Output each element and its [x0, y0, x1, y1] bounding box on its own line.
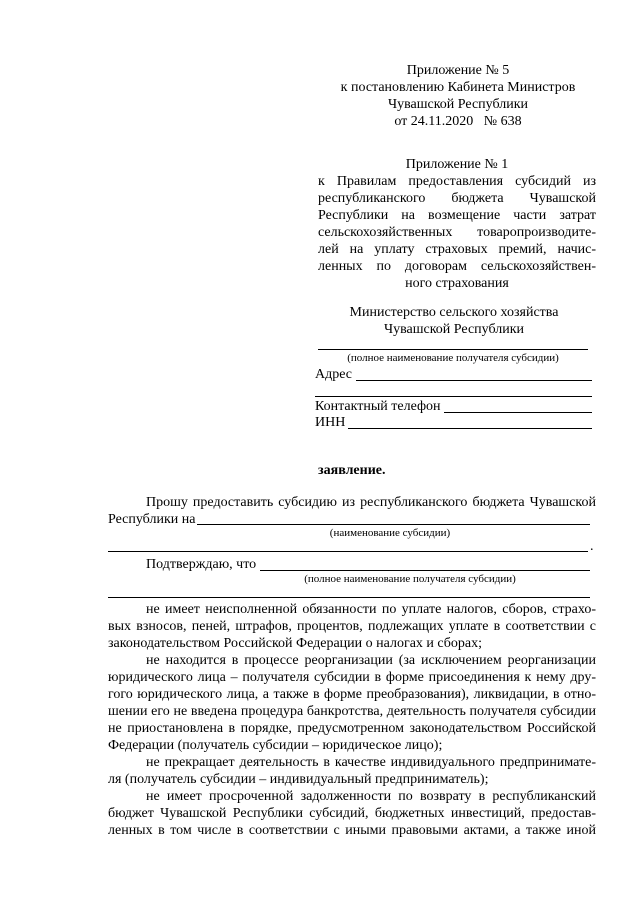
subsidy-name-hint: (наименование субсидии)	[329, 527, 451, 539]
confirm-prefix: Подтверждаю, что	[146, 557, 257, 572]
appendix1-line: республиканского бюджета Чувашской	[318, 191, 596, 206]
appendix5-block	[318, 62, 598, 130]
appendix1-line: ленных по договорам сельскохозяйствен-	[318, 259, 596, 274]
item-line: вых взносов, пеней, штрафов, процентов, подлежащих уплате в соответствии с	[108, 619, 596, 634]
condition-item-2	[108, 652, 596, 754]
item-line: юридического лица – получателя субсидии в форме присоединения к нему дру-	[108, 670, 596, 685]
phone-label: Контактный телефон	[315, 399, 441, 414]
addressee-block	[318, 304, 590, 338]
item-line: шении его не введена процедура банкротства, деятельность получателя субсидии	[108, 704, 596, 719]
confirm-recipient-line-2[interactable]	[108, 597, 590, 598]
address-field-line-2[interactable]	[315, 396, 592, 397]
address-label: Адрес	[315, 367, 353, 382]
phone-field-line[interactable]	[444, 412, 592, 413]
appendix1-line: Республики на возмещение части затрат	[318, 208, 596, 223]
item-line: бюджет Чувашской Республики субсидий, бюджетных инвестиций, предостав-	[108, 806, 596, 821]
subsidy-name-line[interactable]	[197, 524, 590, 525]
item-line: не имеет неисполненной обязанности по уплате налогов, сборов, страхо-	[146, 602, 596, 617]
recipient-name-line[interactable]	[318, 349, 588, 350]
appendix1-block	[318, 156, 596, 292]
request-line2-prefix: Республики на	[108, 512, 196, 527]
address-field-line[interactable]	[356, 380, 592, 381]
item-line: Федерации (получатель субсидии – юридическое лицо);	[108, 738, 443, 753]
statement-heading: заявление.	[318, 463, 386, 478]
item-line: гого юридического лица, а также в форме преобразования), ликвидации, в отно-	[108, 687, 596, 702]
item-line: не приостановлена в порядке, предусмотренном законодательством Российской	[108, 721, 596, 736]
item-line: не находится в процессе реорганизации (за исключением реорганизации	[146, 653, 596, 668]
appendix1-line: сельскохозяйственных товаропроизводите-	[318, 225, 596, 240]
recipient-name-hint: (полное наименование получателя субсидии)	[347, 352, 559, 364]
condition-item-4	[108, 788, 596, 839]
appendix1-title: Приложение № 1	[405, 157, 509, 172]
item-line: законодательством Российской Федерации о налогах и сборах;	[108, 636, 483, 651]
appendix5-line3: от 24.11.2020 № 638	[394, 114, 522, 129]
confirm-recipient-line[interactable]	[260, 570, 590, 571]
addressee-line2: Чувашской Республики	[383, 322, 525, 337]
appendix5-line2: Чувашской Республики	[387, 97, 529, 112]
subsidy-name-line-2[interactable]	[108, 551, 588, 552]
item-line: не имеет просроченной задолженности по возврату в республиканский	[146, 789, 596, 804]
condition-item-3	[108, 754, 596, 788]
request-end-dot: .	[590, 539, 594, 554]
appendix1-line: к Правилам предоставления субсидий из	[318, 174, 596, 189]
appendix5-title: Приложение № 5	[406, 63, 510, 78]
confirm-recipient-hint: (полное наименование получателя субсидии)	[304, 573, 516, 585]
addressee-line1: Министерство сельского хозяйства	[349, 305, 559, 320]
appendix1-line: ного страхования	[405, 276, 509, 291]
item-line: ленных в том числе в соответствии с иными правовыми актами, а также иной	[108, 823, 596, 838]
inn-label: ИНН	[315, 415, 346, 430]
appendix1-line: лей на уплату страховых премий, начис-	[318, 242, 596, 257]
item-line: не прекращает деятельность в качестве индивидуального предпринимате-	[146, 755, 596, 770]
appendix5-line1: к постановлению Кабинета Министров	[340, 80, 576, 95]
condition-item-1	[108, 601, 596, 652]
inn-field-line[interactable]	[348, 428, 592, 429]
item-line: ля (получатель субсидии – индивидуальный предприниматель);	[108, 772, 489, 787]
request-line1: Прошу предоставить субсидию из республиканского бюджета Чувашской	[146, 495, 596, 510]
